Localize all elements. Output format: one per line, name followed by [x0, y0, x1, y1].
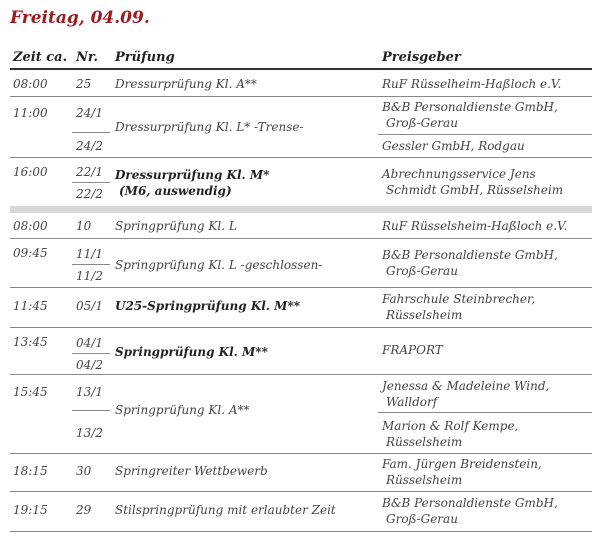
row-time: 11:45 — [13, 299, 48, 313]
row-preisgeber: RuF Rüsselheim-Haßloch e.V. — [382, 77, 562, 91]
row-preisgeber-line: Marion & Rolf Kempe, — [382, 419, 519, 433]
row-divider — [10, 96, 592, 97]
row-preisgeber: FRAPORT — [382, 343, 443, 357]
row-preisgeber: RuF Rüsselsheim-Haßloch e.V. — [382, 219, 568, 233]
sub-divider — [72, 353, 110, 354]
row-time: 13:45 — [13, 335, 48, 349]
row-divider — [10, 491, 592, 492]
row-nr: 22/1 — [76, 165, 103, 179]
col-header-zeit: Zeit ca. — [13, 50, 68, 65]
row-time: 19:15 — [13, 503, 48, 517]
row-time: 16:00 — [13, 165, 48, 179]
row-preisgeber-line: B&B Personaldienste GmbH, — [382, 248, 558, 262]
row-nr: 25 — [76, 77, 92, 91]
row-preisgeber-line: Gessler GmbH, Rodgau — [382, 139, 525, 153]
row-time: 08:00 — [13, 219, 48, 233]
row-preisgeber-line: Jenessa & Madeleine Wind, — [382, 379, 550, 393]
sub-divider — [72, 132, 110, 133]
row-pruefung: Dressurprüfung Kl. A** — [115, 77, 257, 91]
row-pruefung: U25-Springprüfung Kl. M** — [115, 299, 300, 313]
header-rule — [10, 68, 592, 70]
row-preisgeber-line: Fahrschule Steinbrecher, — [382, 292, 536, 306]
sub-divider — [72, 182, 110, 183]
row-divider — [10, 327, 592, 328]
row-pruefung: Stilspringprüfung mit erlaubter Zeit — [115, 503, 336, 517]
row-nr: 04/1 — [76, 336, 103, 350]
row-nr: 24/1 — [76, 106, 103, 120]
row-time: 18:15 — [13, 464, 48, 478]
row-nr: 05/1 — [76, 299, 103, 313]
row-preisgeber-line: Rüsselsheim — [386, 435, 463, 449]
page-title: Freitag, 04.09. — [10, 8, 150, 28]
row-nr: 11/2 — [76, 269, 103, 283]
row-pruefung: Springprüfung Kl. L -geschlossen- — [115, 258, 323, 272]
row-pruefung-line: (M6, auswendig) — [119, 184, 232, 198]
row-pruefung: Springprüfung Kl. A** — [115, 403, 250, 417]
section-separator — [10, 206, 592, 213]
row-nr: 30 — [76, 464, 92, 478]
row-time: 08:00 — [13, 77, 48, 91]
col-header-pruefung: Prüfung — [115, 50, 175, 65]
row-preisgeber-line: Rüsselsheim — [386, 473, 463, 487]
row-time: 09:45 — [13, 246, 48, 260]
row-preisgeber-line: Schmidt GmbH, Rüsselsheim — [386, 183, 564, 197]
row-pruefung: Dressurprüfung Kl. L* -Trense- — [115, 120, 304, 134]
row-preisgeber-line: Groß-Gerau — [386, 264, 458, 278]
row-nr: 11/1 — [76, 247, 103, 261]
row-pruefung-line: Dressurprüfung Kl. M* — [115, 168, 270, 182]
row-nr: 10 — [76, 219, 92, 233]
row-time: 15:45 — [13, 385, 48, 399]
row-preisgeber-line: Abrechnungsservice Jens — [382, 167, 536, 181]
sub-divider — [72, 410, 110, 411]
row-nr: 29 — [76, 503, 92, 517]
row-preisgeber-line: B&B Personaldienste GmbH, — [382, 100, 558, 114]
row-preisgeber-line: Groß-Gerau — [386, 116, 458, 130]
row-divider — [10, 157, 592, 158]
col-header-preisgeber: Preisgeber — [382, 50, 461, 65]
row-nr: 04/2 — [76, 358, 103, 372]
row-divider — [10, 374, 592, 375]
row-pruefung: Springreiter Wettbewerb — [115, 464, 268, 478]
row-pruefung: Springprüfung Kl. M** — [115, 345, 268, 359]
row-nr: 13/2 — [76, 426, 103, 440]
row-preisgeber-line: B&B Personaldienste GmbH, — [382, 496, 558, 510]
row-preisgeber-line: Rüsselsheim — [386, 308, 463, 322]
row-pruefung: Springprüfung Kl. L — [115, 219, 237, 233]
row-preisgeber-line: Groß-Gerau — [386, 512, 458, 526]
sub-divider — [378, 134, 592, 135]
row-divider — [10, 453, 592, 454]
row-preisgeber-line: Walldorf — [386, 395, 438, 409]
row-nr: 24/2 — [76, 139, 103, 153]
row-nr: 13/1 — [76, 385, 103, 399]
row-divider — [10, 531, 592, 532]
col-header-nr: Nr. — [76, 50, 99, 65]
row-divider — [10, 287, 592, 288]
row-nr: 22/2 — [76, 187, 103, 201]
row-preisgeber-line: Fam. Jürgen Breidenstein, — [382, 457, 542, 471]
row-divider — [10, 238, 592, 239]
row-time: 11:00 — [13, 106, 48, 120]
sub-divider — [72, 264, 110, 265]
sub-divider — [378, 412, 592, 413]
